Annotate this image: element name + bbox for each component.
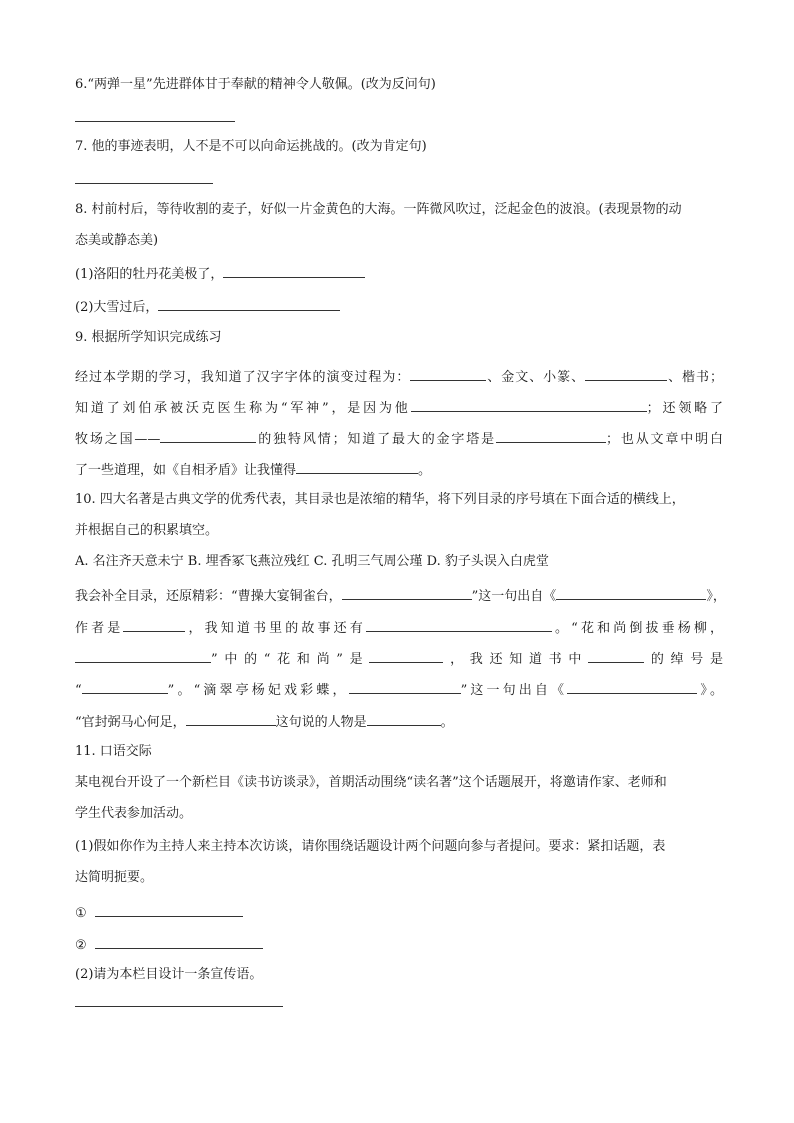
q9-l2-text-a: 知道了刘伯承被沃克医生称为“军神”，是因为他	[75, 401, 411, 416]
question-11-answer-2	[75, 934, 263, 955]
q10-l4-text-a: 我会补全目录，还原精彩：“曹操大宴铜雀台，	[75, 589, 342, 604]
q10-l8-text-c: 。	[440, 715, 454, 730]
question-10-line-7	[75, 679, 723, 700]
answer-line-11-slogan[interactable]	[75, 1006, 283, 1007]
question-8-sub-2-text: (2)大雪过后，	[75, 300, 159, 315]
circled-two-marker: ②	[75, 938, 87, 953]
answer-blank-9-2[interactable]	[585, 366, 667, 381]
question-11-intro-2: 学生代表参加活动。	[75, 806, 193, 821]
answer-blank-9-6[interactable]	[296, 459, 418, 474]
question-10-line-1: 10. 四大名著是古典文学的优秀代表，其目录也是浓缩的精华，将下列目录的序号填在下面合适的横线上，	[75, 492, 685, 507]
q10-l7-text-b: ”。“滴翠亭杨妃戏彩蝶，	[167, 683, 349, 698]
answer-blank-11-1[interactable]	[95, 902, 243, 917]
question-6: 6.“两弹一星”先进群体甘于奉献的精神令人敬佩。(改为反问句)	[75, 77, 436, 92]
question-8-sub-2	[75, 296, 340, 317]
answer-blank-10-10[interactable]	[567, 679, 697, 694]
question-11-part-2: (2)请为本栏目设计一条宣传语。	[75, 967, 263, 982]
question-8-sub-1	[75, 263, 365, 284]
q10-l5-text-c: 。“花和尚倒拔垂杨柳，	[551, 621, 723, 636]
q10-l5-text-b: ，我知道书里的故事还有	[185, 621, 366, 636]
question-7: 7. 他的事迹表明，人不是不可以向命运挑战的。(改为肯定句)	[75, 139, 427, 154]
answer-blank-10-12[interactable]	[367, 711, 441, 726]
answer-blank-10-4[interactable]	[366, 617, 552, 632]
answer-blank-9-3[interactable]	[411, 397, 647, 412]
answer-blank-10-9[interactable]	[349, 679, 461, 694]
answer-blank-10-1[interactable]	[342, 585, 472, 600]
answer-blank-9-5[interactable]	[496, 428, 606, 443]
answer-blank-10-7[interactable]	[588, 648, 644, 663]
answer-blank-8-1[interactable]	[223, 263, 365, 278]
q10-l7-text-c: ”这一句出自《	[460, 683, 568, 698]
answer-blank-9-1[interactable]	[410, 366, 486, 381]
answer-blank-9-4[interactable]	[160, 428, 256, 443]
answer-blank-10-8[interactable]	[82, 679, 168, 694]
q9-l1-text-b: 、金文、小篆、	[486, 370, 586, 385]
question-11-answer-1	[75, 902, 243, 923]
q10-l8-text-a: “官封弼马心何足，	[75, 715, 186, 730]
q9-l3-text-a: 牧场之国——	[75, 432, 161, 447]
q10-l4-text-c: 》，	[706, 589, 726, 604]
q9-l1-text-a: 经过本学期的学习，我知道了汉字字体的演变过程为：	[75, 370, 411, 385]
answer-blank-11-2[interactable]	[95, 934, 263, 949]
q10-l6-text-a: ”中的“花和尚”是	[211, 652, 370, 667]
answer-line-6[interactable]	[75, 121, 235, 122]
q9-l4-text-a: 了一些道理，如《自相矛盾》让我懂得	[75, 463, 297, 478]
question-11-title: 11. 口语交际	[75, 744, 152, 759]
answer-blank-10-5[interactable]	[75, 648, 211, 663]
q10-l8-text-b: 这句说的人物是	[275, 715, 367, 730]
q9-l2-text-b: ；还领略了	[646, 401, 723, 416]
question-10-line-4	[75, 585, 726, 606]
question-9-line-4	[75, 459, 431, 480]
question-9-line-2	[75, 397, 723, 418]
answer-blank-10-6[interactable]	[369, 648, 443, 663]
answer-line-7[interactable]	[75, 183, 213, 184]
answer-blank-10-11[interactable]	[186, 711, 276, 726]
question-10-line-2: 并根据自己的积累填空。	[75, 523, 219, 538]
q10-l6-text-b: ，我还知道书中	[443, 652, 589, 667]
answer-blank-10-3[interactable]	[123, 617, 185, 632]
q10-l6-text-c: 的绰号是	[644, 652, 723, 667]
circled-one-marker: ①	[75, 906, 87, 921]
question-9-line-1	[75, 366, 723, 387]
q9-l3-text-b: 的独特风情；知道了最大的金字塔是	[256, 432, 496, 447]
q9-l4-text-b: 。	[418, 463, 432, 478]
question-10-line-5	[75, 617, 723, 638]
question-8-line-2: 态美或静态美)	[75, 233, 159, 248]
q10-l4-text-b: ”这一句出自《	[471, 589, 557, 604]
question-11-intro-1: 某电视台开设了一个新栏目《读书访谈录》，首期活动围绕“读名著”这个话题展开，将邀请作家、老师和	[75, 775, 667, 790]
question-11-part-1-line-1: (1)假如你作为主持人来主持本次访谈，请你围绕话题设计两个问题向参与者提问。要求：紧扣话题，表	[75, 839, 666, 854]
q10-l7-text-a: “	[75, 683, 82, 698]
answer-blank-10-2[interactable]	[556, 585, 706, 600]
q10-l5-text-a: 作者是	[75, 621, 124, 636]
q10-l7-text-d: 》。	[697, 683, 723, 698]
question-8-sub-1-text: (1)洛阳的牡丹花美极了，	[75, 267, 224, 282]
answer-blank-8-2[interactable]	[158, 296, 340, 311]
question-9-title: 9. 根据所学知识完成练习	[75, 330, 222, 345]
question-9-line-3	[75, 428, 723, 449]
question-10-line-8	[75, 711, 454, 732]
question-8-line-1: 8. 村前村后，等待收割的麦子，好似一片金黄色的大海。一阵微风吹过，泛起金色的波浪。(表现景物的动	[75, 202, 682, 217]
question-10-options: A. 名注齐天意未宁 B. 埋香冢飞燕泣残红 C. 孔明三气周公瑾 D. 豹子头误入白虎堂	[75, 554, 549, 569]
q9-l3-text-c: ；也从文章中明白	[605, 432, 723, 447]
question-10-line-6	[75, 648, 723, 669]
question-11-part-1-line-2: 达简明扼要。	[75, 870, 154, 885]
q9-l1-text-c: 、楷书；	[667, 370, 723, 385]
